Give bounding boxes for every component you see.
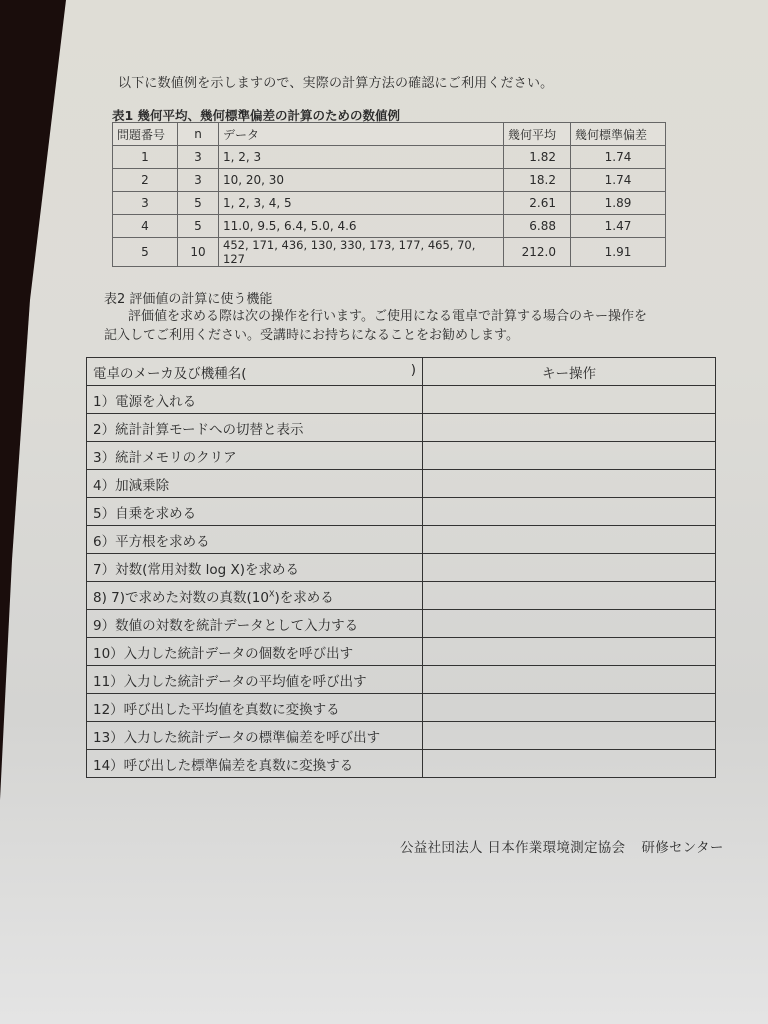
cell-n: 3 bbox=[178, 146, 219, 169]
cell-gm: 1.82 bbox=[504, 146, 571, 169]
table-row bbox=[87, 526, 716, 554]
table-row bbox=[113, 215, 666, 238]
table-row bbox=[87, 582, 716, 610]
key-operation-field[interactable] bbox=[423, 526, 716, 554]
function-label-tail: )を求める bbox=[274, 589, 334, 606]
cell-gsd: 1.74 bbox=[571, 169, 666, 192]
function-label-text: 8) 7)で求めた対数の真数(10 bbox=[93, 589, 269, 606]
key-operation-field[interactable] bbox=[423, 722, 716, 750]
cell-gm: 2.61 bbox=[504, 192, 571, 215]
cell-data: 1, 2, 3, 4, 5 bbox=[219, 192, 504, 215]
cell-gsd: 1.91 bbox=[571, 238, 666, 267]
key-operation-field[interactable] bbox=[423, 610, 716, 638]
cell-no: 1 bbox=[113, 146, 178, 169]
table2-description-line1: 評価値を求める際は次の操作を行います。ご使用になる電卓で計算する場合のキー操作を bbox=[128, 309, 647, 324]
header-data: データ bbox=[219, 123, 504, 146]
table1-header-row bbox=[113, 123, 666, 146]
cell-no: 3 bbox=[113, 192, 178, 215]
cell-gsd: 1.47 bbox=[571, 215, 666, 238]
key-operation-field[interactable] bbox=[423, 750, 716, 778]
header-geometric-sd: 幾何標準偏差 bbox=[571, 123, 666, 146]
function-label: 4）加減乗除 bbox=[87, 470, 423, 498]
cell-gm: 6.88 bbox=[504, 215, 571, 238]
cell-n: 10 bbox=[178, 238, 219, 267]
table-row bbox=[87, 750, 716, 778]
cell-no: 2 bbox=[113, 169, 178, 192]
table-row bbox=[87, 442, 716, 470]
table-row bbox=[87, 638, 716, 666]
cell-no: 5 bbox=[113, 238, 178, 267]
function-label: 5）自乗を求める bbox=[87, 498, 423, 526]
key-operation-field[interactable] bbox=[423, 638, 716, 666]
cell-data: 10, 20, 30 bbox=[219, 169, 504, 192]
function-label: 6）平方根を求める bbox=[87, 526, 423, 554]
intro-text: 以下に数値例を示しますので、実際の計算方法の確認にご利用ください。 bbox=[118, 76, 554, 91]
function-label: 1）電源を入れる bbox=[87, 386, 423, 414]
footer-organization bbox=[400, 836, 724, 856]
calculator-model-field[interactable] bbox=[87, 358, 423, 386]
cell-data: 1, 2, 3 bbox=[219, 146, 504, 169]
table-row bbox=[87, 498, 716, 526]
table-row bbox=[87, 666, 716, 694]
table1-title: 表1 幾何平均、幾何標準偏差の計算のための数値例 bbox=[112, 108, 401, 123]
organization-name: 公益社団法人 日本作業環境測定協会 bbox=[400, 840, 626, 856]
table-row bbox=[87, 554, 716, 582]
cell-no: 4 bbox=[113, 215, 178, 238]
function-label: 10）入力した統計データの個数を呼び出す bbox=[87, 638, 423, 666]
table-row bbox=[87, 470, 716, 498]
table-row bbox=[87, 386, 716, 414]
table-row bbox=[87, 610, 716, 638]
cell-gm: 18.2 bbox=[504, 169, 571, 192]
table2-description-line2: 記入してご利用ください。受講時にお持ちになることをお勧めします。 bbox=[104, 328, 519, 343]
table2-calculator-functions bbox=[86, 357, 716, 778]
table-row bbox=[87, 722, 716, 750]
function-label bbox=[87, 582, 423, 610]
table-row bbox=[87, 694, 716, 722]
table2-title: 表2 評価値の計算に使う機能 bbox=[104, 292, 273, 307]
table-row bbox=[113, 238, 666, 267]
key-operation-field[interactable] bbox=[423, 442, 716, 470]
cell-n: 5 bbox=[178, 192, 219, 215]
key-operation-field[interactable] bbox=[423, 498, 716, 526]
header-n: n bbox=[178, 123, 219, 146]
key-operation-field[interactable] bbox=[423, 554, 716, 582]
key-operation-field[interactable] bbox=[423, 414, 716, 442]
table1-geometric-examples bbox=[112, 122, 666, 267]
key-operation-field[interactable] bbox=[423, 582, 716, 610]
cell-data: 452, 171, 436, 130, 330, 173, 177, 465, 70, 127 bbox=[219, 238, 504, 267]
key-operation-field[interactable] bbox=[423, 666, 716, 694]
function-label: 7）対数(常用対数 log X)を求める bbox=[87, 554, 423, 582]
cell-data: 11.0, 9.5, 6.4, 5.0, 4.6 bbox=[219, 215, 504, 238]
key-operation-field[interactable] bbox=[423, 470, 716, 498]
cell-n: 5 bbox=[178, 215, 219, 238]
table-row bbox=[113, 169, 666, 192]
function-label: 13）入力した統計データの標準偏差を呼び出す bbox=[87, 722, 423, 750]
header-problem-no: 問題番号 bbox=[113, 123, 178, 146]
function-label: 2）統計計算モードへの切替と表示 bbox=[87, 414, 423, 442]
department-name: 研修センター bbox=[641, 840, 724, 856]
table-row bbox=[113, 146, 666, 169]
function-label: 14）呼び出した標準偏差を真数に変換する bbox=[87, 750, 423, 778]
cell-gm: 212.0 bbox=[504, 238, 571, 267]
key-operation-field[interactable] bbox=[423, 694, 716, 722]
function-label: 12）呼び出した平均値を真数に変換する bbox=[87, 694, 423, 722]
function-label: 11）入力した統計データの平均値を呼び出す bbox=[87, 666, 423, 694]
table-row bbox=[113, 192, 666, 215]
calculator-model-close-paren: ) bbox=[410, 361, 416, 378]
table2-header-row bbox=[87, 358, 716, 386]
superscript-x: X bbox=[268, 589, 275, 598]
table-row bbox=[87, 414, 716, 442]
cell-gsd: 1.74 bbox=[571, 146, 666, 169]
cell-n: 3 bbox=[178, 169, 219, 192]
key-operation-field[interactable] bbox=[423, 386, 716, 414]
function-label: 3）統計メモリのクリア bbox=[87, 442, 423, 470]
key-operation-header: キー操作 bbox=[423, 358, 716, 386]
calculator-model-label: 電卓のメーカ及び機種名( bbox=[93, 365, 247, 382]
cell-gsd: 1.89 bbox=[571, 192, 666, 215]
function-label: 9）数値の対数を統計データとして入力する bbox=[87, 610, 423, 638]
header-geometric-mean: 幾何平均 bbox=[504, 123, 571, 146]
